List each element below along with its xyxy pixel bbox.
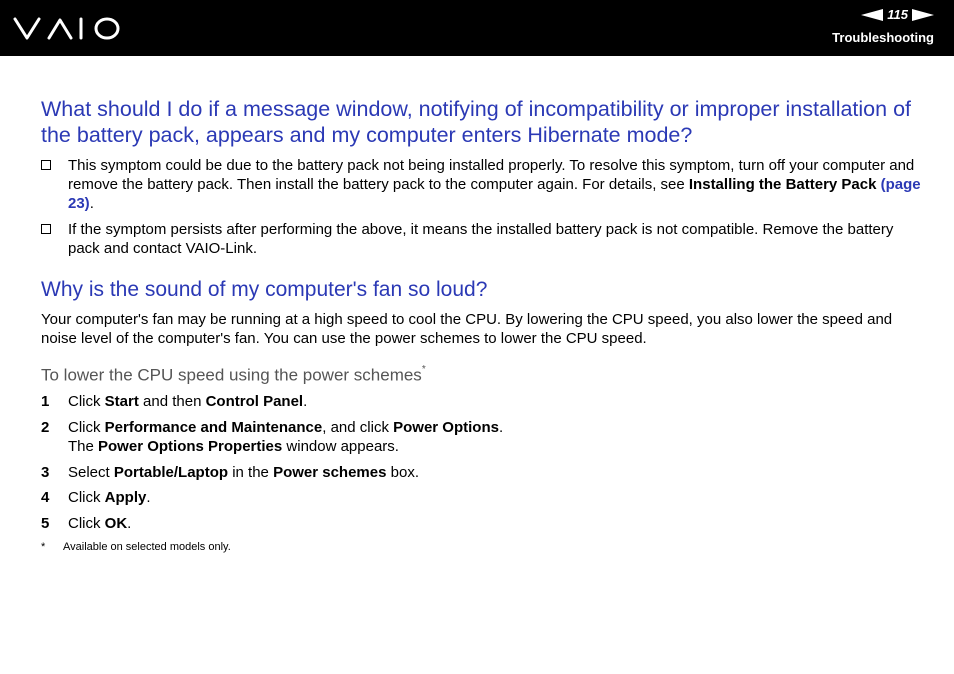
- section-title: Troubleshooting: [832, 30, 934, 45]
- page-number: 115: [887, 7, 908, 22]
- reference-title: Installing the Battery Pack: [688, 176, 877, 193]
- step-item: 3 Select Portable/Laptop in the Power schemes box.: [41, 464, 419, 481]
- step-item: 2 Click Performance and Maintenance, and click Power Options. The Power Options Properties window appears.: [41, 419, 504, 455]
- step-item: 1 Click Start and then Control Panel.: [41, 393, 308, 410]
- page-header: [0, 0, 954, 56]
- paragraph: Your computer's fan may be running at a high speed to cool the CPU. By lowering the CPU speed, you also lower the speed and noise level of the computer's fan. You can use the power schemes to lower the CPU speed.: [41, 311, 893, 347]
- checkbox-bullet-icon: [41, 160, 51, 170]
- question-2-heading: Why is the sound of my computer's fan so loud?: [41, 278, 488, 301]
- list-item: This symptom could be due to the battery pack not being installed properly. To resolve this symptom, turn off your computer and remove the battery pack. Then install the battery pack to the computer again. For details, see Installing the Battery Pack (page 23).: [41, 156, 921, 213]
- list-item: If the symptom persists after performing the above, it means the installed battery pack is not compatible. Remove the battery pack and contact VAIO-Link.: [41, 220, 921, 258]
- footnote-mark: *: [421, 364, 426, 375]
- step-item: 5 Click OK.: [41, 515, 132, 532]
- page-navigator: [861, 7, 934, 22]
- footnote: * Available on selected models only.: [41, 541, 231, 553]
- vaio-logo: [13, 16, 121, 47]
- arrow-left-icon[interactable]: [861, 9, 883, 21]
- arrow-right-icon[interactable]: [912, 9, 934, 21]
- question-1-heading: What should I do if a message window, notifying of incompatibility or improper installation of the battery pack, appears and my computer enters Hibernate mode?: [41, 97, 911, 147]
- procedure-heading: To lower the CPU speed using the power schemes*: [41, 364, 426, 385]
- step-item: 4 Click Apply.: [41, 489, 151, 506]
- page-link[interactable]: (page 23): [68, 176, 921, 212]
- checkbox-bullet-icon: [41, 224, 51, 234]
